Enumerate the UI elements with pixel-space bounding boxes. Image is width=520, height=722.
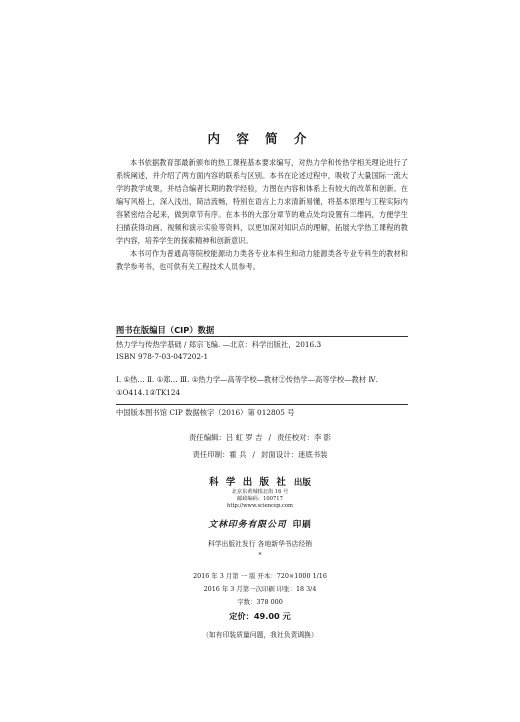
quality-notice: （如有印装质量问题，我社负责调换） — [202, 631, 318, 639]
summary-paragraph: 本书依据教育部最新颁布的热工课程基本要求编写，对热力学和传热学相关理论进行了系统阐述，并介绍了两方面内容的联系与区别。本书在论述过程中，吸收了大量国际一流大学的教学成果，并结合编者长期的教学经验，力图在内容和体系上有较大的改革和创新。在编写风格上，深入浅出，简洁流畅，特别在语言上力求清新易懂，将基本原理与工程实际内容紧密结合起来，做到章节有序。在本书的大部分章节的难点处均设置有二维码，方便学生扫描获得动画、视频和演示实验等资料，以更加深对知识点的理解，拓展大学热工课程的教学内容，培养学生的探索精神和创新意识。 — [116, 158, 408, 245]
publisher — [0, 474, 520, 488]
content-summary-title: 内 容 简 介 — [207, 131, 313, 146]
printer-name: 文林印务有限公司 — [208, 520, 287, 530]
cip-library-number: 中国版本图书馆 CIP 数据核字（2016）第 012805 号 — [116, 408, 295, 417]
publisher-name: 科 学 出 版 社 — [209, 477, 288, 488]
credit-separator: / — [268, 433, 271, 442]
word-count: 字数：378 000 — [237, 598, 283, 606]
publisher-suffix: 出版 — [293, 478, 311, 488]
production-credits — [0, 449, 520, 460]
editor-credits — [0, 432, 520, 443]
credit-separator: / — [252, 450, 256, 459]
cip-bottom-rule — [116, 404, 408, 405]
printer-suffix: 印刷 — [292, 520, 312, 530]
publisher-website: http://www.sciencep.com — [227, 503, 293, 509]
cover-design: 封面设计：迷底书装 — [261, 450, 328, 459]
publisher-postcode: 邮政编码：100717 — [237, 496, 283, 502]
cip-record: 热力学与传热学基础 / 郑宗飞编. —北京：科学出版社，2016.3 — [116, 340, 322, 349]
responsible-printing: 责任印制：霍 兵 — [192, 450, 247, 459]
cip-subjects: Ⅰ. ①热… Ⅱ. ①郑… Ⅲ. ①热力学—高等学校—教材②传热学—高等学校—教材 Ⅳ. ①O414.1②TK124 — [116, 375, 379, 397]
summary-paragraph: 本书可作为普通高等院校能源动力类各专业本科生和动力能源类各专业专科生的教材和教学参考书，也可供有关工程技术人员参考。 — [116, 249, 408, 271]
responsible-editor: 责任编辑：吕 虹 罗 吉 — [188, 433, 263, 442]
responsible-proofreader: 责任校对：李 影 — [276, 433, 332, 442]
cip-isbn: ISBN 978-7-03-047202-1 — [116, 352, 209, 361]
price: 定价：49.00 元 — [229, 611, 291, 621]
distribution: 科学出版社发行 各地新华书店经销 — [207, 540, 313, 548]
cip-top-rule — [116, 336, 408, 337]
publisher-address: 北京东黄城根北街 16 号 — [231, 489, 289, 495]
separator: * — [258, 552, 262, 559]
cip-heading: 图书在版编目（CIP）数据 — [116, 325, 215, 335]
printer — [0, 517, 520, 530]
edition-info: 2016 年 3 月第 一 版 开本：720×1000 1/16 — [193, 572, 327, 580]
content-summary — [116, 156, 408, 273]
printing-info: 2016 年 3 月第一次印刷 印张：18 3/4 — [203, 585, 317, 593]
